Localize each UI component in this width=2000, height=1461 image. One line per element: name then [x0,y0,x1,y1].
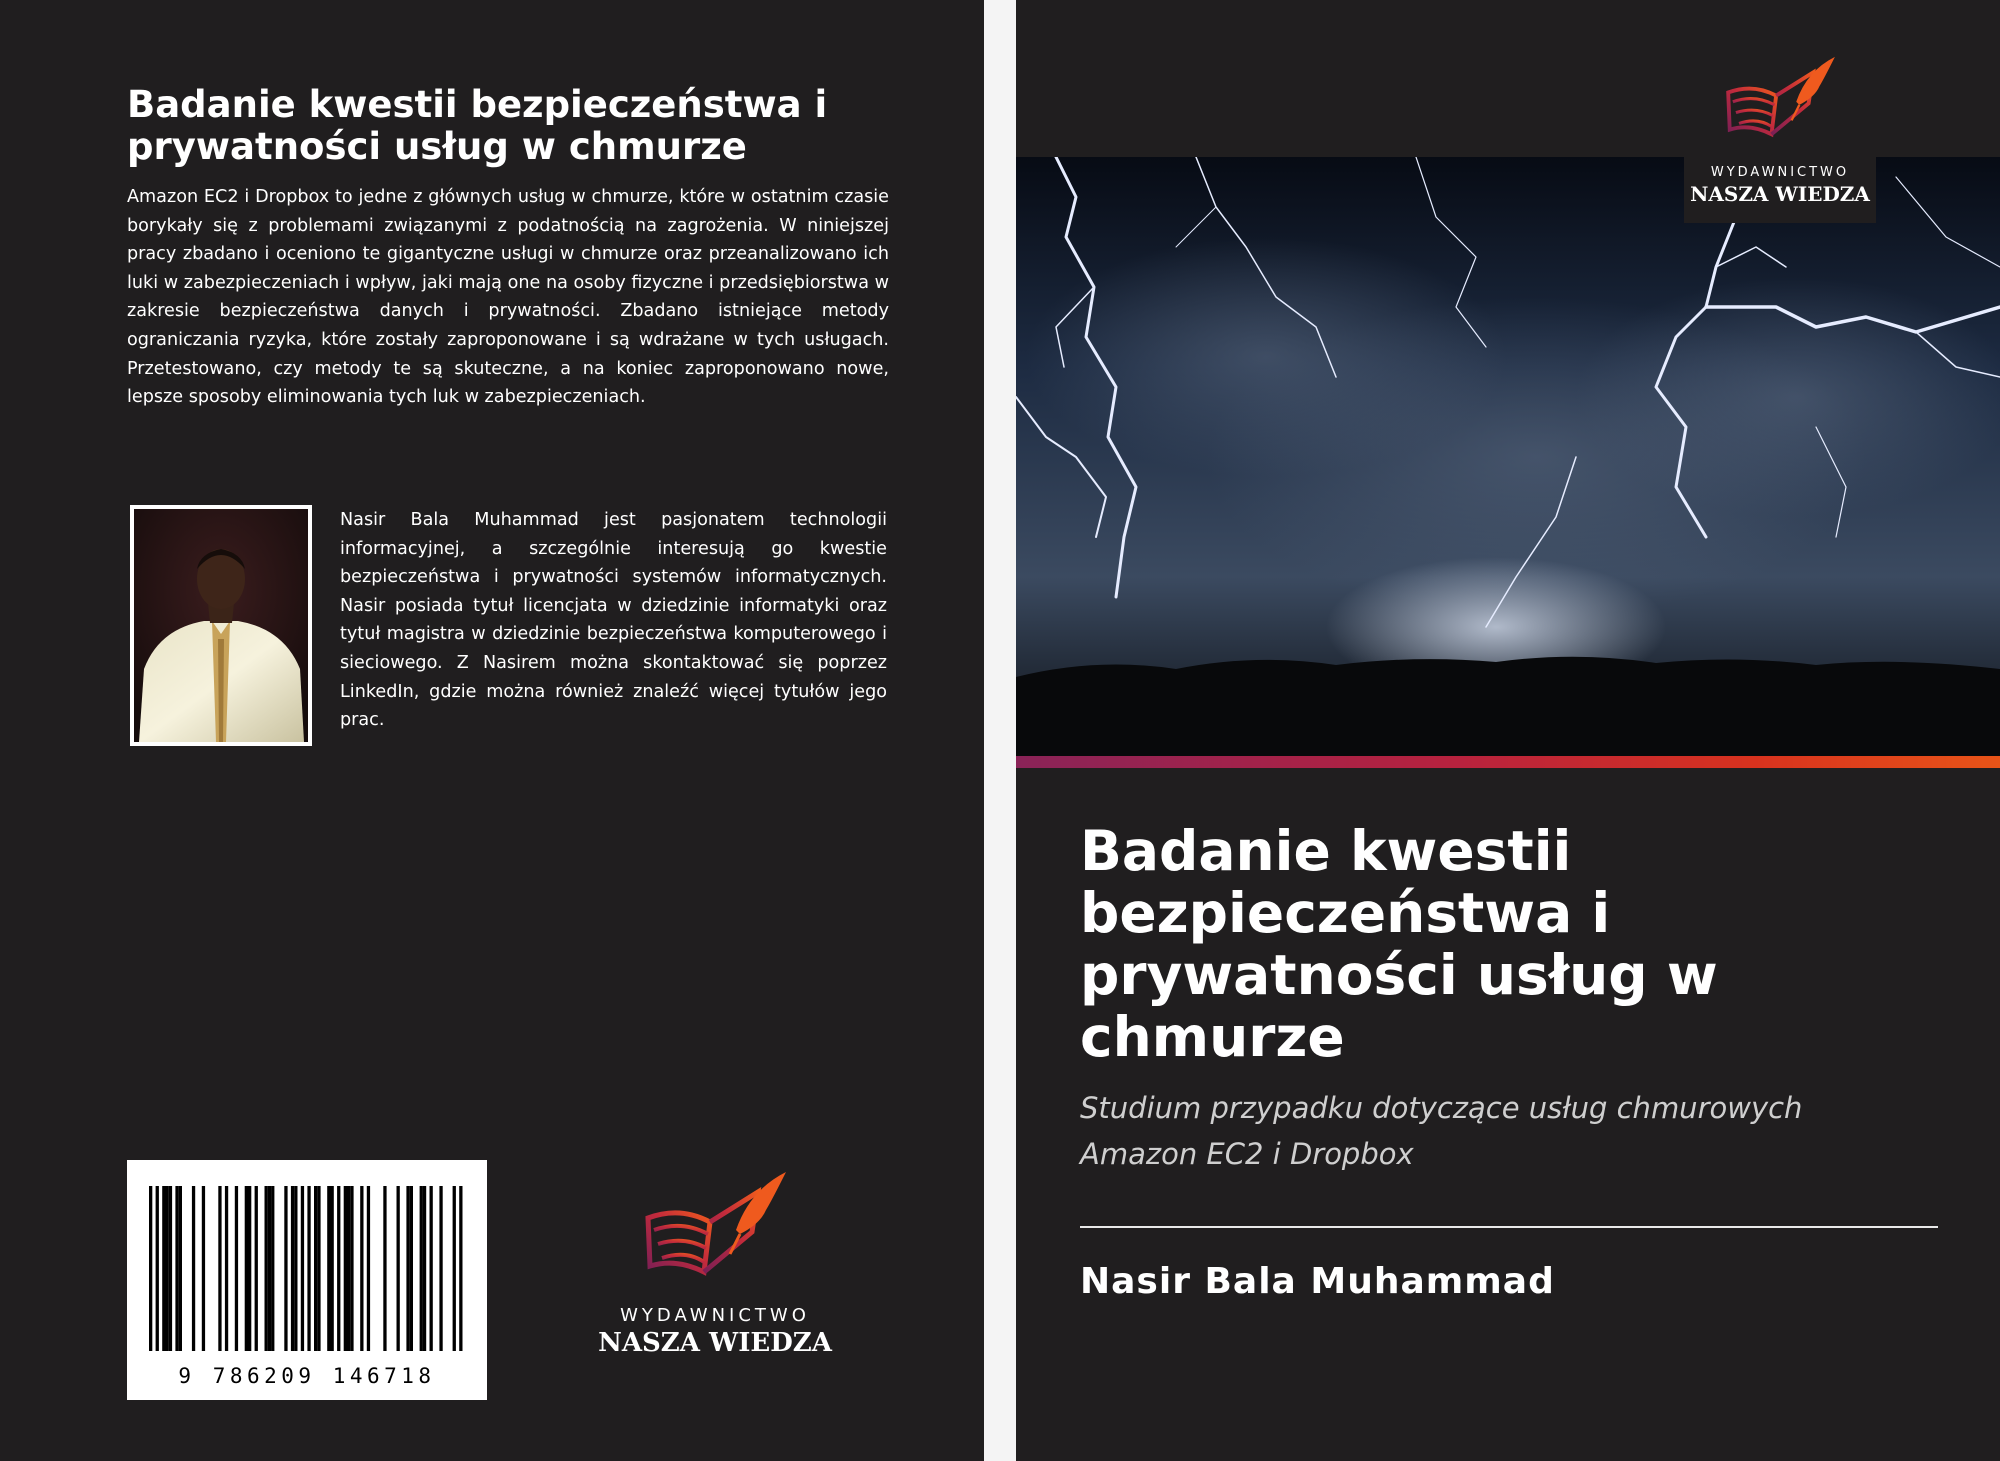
barcode-bar [284,1186,287,1351]
book-description: Amazon EC2 i Dropbox to jedne z głównych usług w chmurze, które w ostatnim czasie borykały się z problemami związanymi z podatnością na zagrożenia. W niniejszej pracy zbadano i oceniono te gigantyczne usługi w chmurze oraz przeanalizowano ich luki w zabezpieczeniach i wpływ, jaki mają one na osoby fizyczne i przedsiębiorstwa w zakresie bezpieczeństwa danych i prywatności. Zbadano istniejące metody ograniczania ryzyka, które zostały zaproponowane i są wdrażane w tych usługach. Przetestowano, czy metody te są skuteczne, a na koniec zaproponowano nowe, lepsze sposoby eliminowania tych luk w zabezpieczeniach. [127,187,889,408]
publisher-logo-front [1684,55,1876,223]
barcode-bar [202,1186,205,1351]
barcode-bar [271,1186,274,1351]
barcode-bar [175,1186,178,1351]
barcode-bar [307,1186,310,1351]
back-cover [0,0,984,1461]
barcode-bar [383,1186,386,1351]
barcode-bar [350,1186,353,1351]
back-cover-title: Badanie kwestii bezpieczeństwa i prywatności usług w chmurze [127,83,828,168]
accent-bar [1016,756,2000,768]
front-cover-title: Badanie kwestii bezpieczeństwa i prywatności usług w chmurze [1080,819,1718,1069]
barcode-bar [162,1186,165,1351]
barcode-bar [327,1186,330,1351]
barcode-bar [245,1186,248,1351]
barcode-bar [347,1186,350,1351]
book-with-quill-icon [1722,55,1838,147]
front-cover-author: Nasir Bala Muhammad [1080,1261,1555,1302]
barcode-bar [397,1186,400,1351]
publisher-word: WYDAWNICTWO [1710,165,1850,180]
book-with-quill-icon [640,1170,790,1288]
barcode-bars [127,1160,487,1370]
barcode-bar [218,1186,221,1351]
barcode-bar [235,1186,238,1351]
barcode-bar [179,1186,182,1351]
barcode-bar [423,1186,426,1351]
author-portrait-image [134,509,308,742]
lightning-storm-photo [1016,157,2000,757]
barcode-bar [314,1186,317,1351]
barcode-bar [156,1186,159,1351]
barcode-bar [367,1186,370,1351]
author-photo [130,505,312,746]
barcode-bar [291,1186,294,1351]
front-cover [1016,0,2000,1461]
publisher-name: NASZA WIEDZA [598,1328,832,1358]
barcode-bar [439,1186,442,1351]
barcode-bar [149,1186,152,1351]
front-cover-subtitle: Studium przypadku dotyczące usług chmurowych Amazon EC2 i Dropbox [1080,1091,1803,1171]
barcode-bar [268,1186,271,1351]
barcode-bar [255,1186,258,1351]
barcode-bar [192,1186,195,1351]
spine-gap [984,0,1016,1461]
barcode-bar [301,1186,304,1351]
publisher-word: WYDAWNICTWO [620,1305,810,1326]
storm-image [1016,157,2000,757]
publisher-logo-back [585,1170,845,1370]
barcode-bar [265,1186,268,1351]
barcode-bar [331,1186,334,1351]
barcode-bar [337,1186,340,1351]
isbn-barcode [127,1160,487,1400]
barcode-bar [453,1186,456,1351]
barcode-bar [294,1186,297,1351]
barcode-bar [344,1186,347,1351]
barcode-bar [317,1186,320,1351]
barcode-bar [225,1186,228,1351]
barcode-bar [360,1186,363,1351]
barcode-bar [406,1186,409,1351]
barcode-bar [459,1186,462,1351]
barcode-bar [166,1186,169,1351]
barcode-bar [430,1186,433,1351]
barcode-bar [169,1186,172,1351]
divider-rule [1080,1226,1938,1228]
barcode-bar [420,1186,423,1351]
barcode-digits: 9 786209 146718 [137,1364,477,1388]
publisher-name: NASZA WIEDZA [1690,182,1870,206]
barcode-bar [248,1186,251,1351]
author-bio: Nasir Bala Muhammad jest pasjonatem technologii informacyjnej, a szczególnie interesują go kwestie bezpieczeństwa i prywatności systemów informatycznych. Nasir posiada tytuł licencjata w dziedzinie informatyki oraz tytuł magistra w dziedzinie bezpieczeństwa komputerowego i sieciowego. Z Nasirem można skontaktować się poprzez LinkedIn, gdzie można również znaleźć więcej tytułów jego prac. [340,510,887,731]
barcode-bar [410,1186,413,1351]
